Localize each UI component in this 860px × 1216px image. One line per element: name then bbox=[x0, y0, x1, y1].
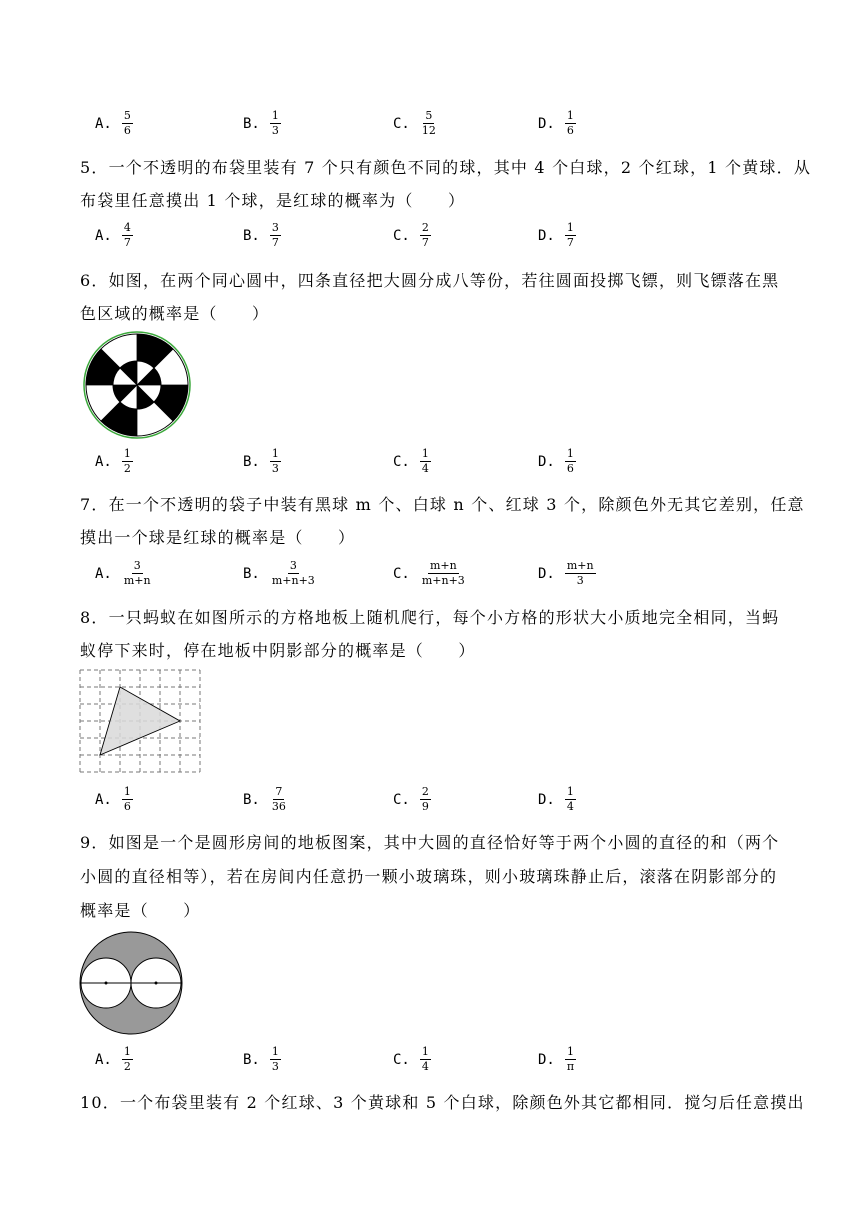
q10-stem-line1: 10．一个布袋里装有 2 个红球、3 个黄球和 5 个白球，除颜色外其它都相同．搅匀后任意摸出 bbox=[80, 1093, 805, 1112]
fraction: $\frac{1}{2}$ bbox=[123, 1045, 131, 1073]
q9-stem-line3: 概率是（ ） bbox=[80, 901, 201, 920]
q8-option-c[interactable]: C. $\frac{2}{9}$ bbox=[393, 785, 429, 813]
q4-option-b[interactable]: B. $\frac{1}{3}$ bbox=[243, 109, 279, 137]
q9-stem-line2: 小圆的直径相等），若在房间内任意扔一颗小玻璃珠，则小玻璃珠静止后，滚落在阴影部分的 bbox=[80, 867, 778, 886]
fraction: $\frac{m+n}{3}$ bbox=[566, 559, 594, 587]
q5-option-c[interactable]: C. $\frac{2}{7}$ bbox=[393, 221, 429, 249]
q9-option-c[interactable]: C. $\frac{1}{4}$ bbox=[393, 1045, 429, 1073]
q9-option-a[interactable]: A. $\frac{1}{2}$ bbox=[95, 1045, 131, 1073]
fraction: $\frac{2}{7}$ bbox=[421, 221, 429, 249]
fraction: $\frac{3}{m+n}$ bbox=[123, 559, 151, 587]
q6-option-a[interactable]: A. $\frac{1}{2}$ bbox=[95, 447, 131, 475]
q7-option-d[interactable]: D. $\frac{m+n}{3}$ bbox=[538, 559, 594, 587]
fraction: $\frac{5}{6}$ bbox=[123, 109, 131, 137]
q8-option-d[interactable]: D. $\frac{1}{4}$ bbox=[538, 785, 574, 813]
q5-stem-line1: 5．一个不透明的布袋里装有 7 个只有颜色不同的球，其中 4 个白球，2 个红球，1 个黄球．从 bbox=[80, 158, 812, 177]
q5-stem-line2: 布袋里任意摸出 1 个球，是红球的概率为（ ） bbox=[80, 191, 466, 210]
q6-option-c[interactable]: C. $\frac{1}{4}$ bbox=[393, 447, 429, 475]
q9-option-d[interactable]: D. $\frac{1}{\pi}$ bbox=[538, 1045, 575, 1073]
fraction: $\frac{1}{3}$ bbox=[271, 1045, 279, 1073]
fraction: $\frac{3}{7}$ bbox=[271, 221, 279, 249]
fraction: $\frac{1}{7}$ bbox=[566, 221, 574, 249]
fraction: $\frac{3}{m+n+3}$ bbox=[271, 559, 315, 587]
fraction: $\frac{4}{7}$ bbox=[123, 221, 131, 249]
circle-room-figure bbox=[78, 930, 184, 1036]
grid-triangle-figure bbox=[78, 668, 206, 776]
q4-option-a[interactable]: A. $\frac{5}{6}$ bbox=[95, 109, 131, 137]
q8-option-b[interactable]: B. $\frac{7}{36}$ bbox=[243, 785, 286, 813]
fraction: $\frac{1}{\pi}$ bbox=[566, 1045, 575, 1073]
q7-stem-line2: 摸出一个球是红球的概率是（ ） bbox=[80, 528, 356, 547]
fraction: $\frac{1}{6}$ bbox=[566, 447, 574, 475]
q5-option-a[interactable]: A. $\frac{4}{7}$ bbox=[95, 221, 131, 249]
fraction: $\frac{1}{6}$ bbox=[566, 109, 574, 137]
fraction: $\frac{1}{4}$ bbox=[566, 785, 574, 813]
fraction: $\frac{2}{9}$ bbox=[421, 785, 429, 813]
fraction: $\frac{1}{3}$ bbox=[271, 447, 279, 475]
fraction: $\frac{1}{4}$ bbox=[421, 1045, 429, 1073]
q9-option-b[interactable]: B. $\frac{1}{3}$ bbox=[243, 1045, 279, 1073]
q7-option-b[interactable]: B. $\frac{3}{m+n+3}$ bbox=[243, 559, 315, 587]
fraction: $\frac{1}{4}$ bbox=[421, 447, 429, 475]
fraction: $\frac{5}{12}$ bbox=[421, 109, 436, 137]
q5-option-b[interactable]: B. $\frac{3}{7}$ bbox=[243, 221, 279, 249]
q5-option-d[interactable]: D. $\frac{1}{7}$ bbox=[538, 221, 574, 249]
q9-stem-line1: 9．如图是一个是圆形房间的地板图案，其中大圆的直径恰好等于两个小圆的直径的和（两个 bbox=[80, 833, 780, 852]
q6-stem-line2: 色区域的概率是（ ） bbox=[80, 304, 270, 323]
q8-option-a[interactable]: A. $\frac{1}{6}$ bbox=[95, 785, 131, 813]
q7-stem-line1: 7．在一个不透明的袋子中装有黑球 m 个、白球 n 个、红球 3 个，除颜色外无其它差别，任意 bbox=[80, 495, 805, 514]
q7-option-a[interactable]: A. $\frac{3}{m+n}$ bbox=[95, 559, 151, 587]
fraction: $\frac{7}{36}$ bbox=[271, 785, 286, 813]
concentric-circles-figure bbox=[82, 330, 192, 440]
fraction: $\frac{1}{3}$ bbox=[271, 109, 279, 137]
q6-stem-line1: 6．如图，在两个同心圆中，四条直径把大圆分成八等份，若往圆面投掷飞镖，则飞镖落在黑 bbox=[80, 271, 780, 290]
q6-option-d[interactable]: D. $\frac{1}{6}$ bbox=[538, 447, 574, 475]
fraction: $\frac{1}{2}$ bbox=[123, 447, 131, 475]
fraction: $\frac{m+n}{m+n+3}$ bbox=[421, 559, 465, 587]
fraction: $\frac{1}{6}$ bbox=[123, 785, 131, 813]
q6-option-b[interactable]: B. $\frac{1}{3}$ bbox=[243, 447, 279, 475]
q8-stem-line2: 蚁停下来时，停在地板中阴影部分的概率是（ ） bbox=[80, 641, 476, 660]
q7-option-c[interactable]: C. $\frac{m+n}{m+n+3}$ bbox=[393, 559, 465, 587]
q8-stem-line1: 8．一只蚂蚁在如图所示的方格地板上随机爬行，每个小方格的形状大小质地完全相同，当蚂 bbox=[80, 608, 780, 627]
q4-option-d[interactable]: D. $\frac{1}{6}$ bbox=[538, 109, 574, 137]
q4-option-c[interactable]: C. $\frac{5}{12}$ bbox=[393, 109, 436, 137]
